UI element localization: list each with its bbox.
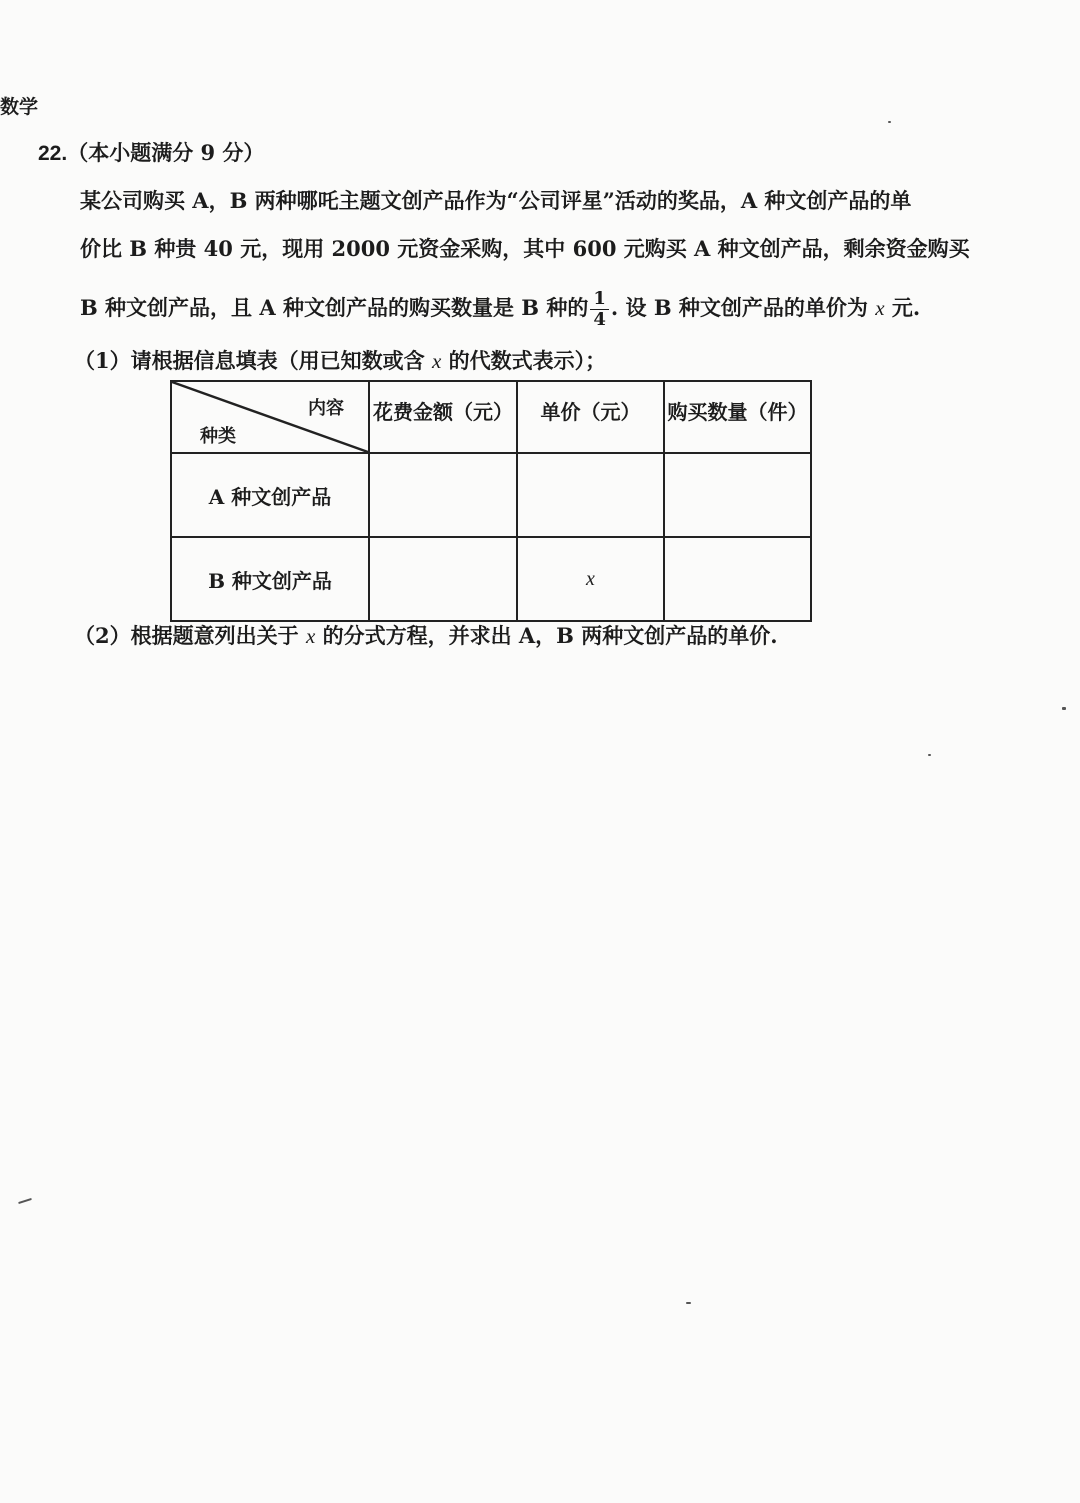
part-2-instruction [74, 620, 778, 650]
header-quantity: 购买数量（件） [664, 381, 811, 453]
cell-b-amount[interactable] [369, 537, 517, 621]
scan-speck [18, 1198, 32, 1204]
part-2-end: 的分式方程，并求出 A，B 两种文创产品的单价. [322, 623, 778, 648]
row-label-b: B 种文创产品 [171, 537, 369, 621]
corner-label-content: 内容 [308, 398, 344, 419]
fraction-numerator: 1 [590, 290, 609, 310]
intro-line-3-middle: . 设 B 种文创产品的单价为 [610, 295, 868, 320]
fraction-denominator: 4 [593, 309, 606, 330]
intro-line-3-end: 元. [891, 295, 921, 320]
table-row [171, 537, 811, 621]
scan-speck [1062, 707, 1066, 710]
scan-speck [686, 1302, 691, 1304]
part-1-start: （1）请根据信息填表（用已知数或含 [74, 348, 425, 373]
variable-x: x [305, 624, 316, 648]
score-note: （本小题满分 9 分） [67, 140, 265, 165]
intro-line-3 [80, 290, 920, 329]
scan-speck [888, 121, 891, 123]
row-label-a: A 种文创产品 [171, 453, 369, 537]
cell-b-quantity[interactable] [664, 537, 811, 621]
intro-line-3-start: B 种文创产品，且 A 种文创产品的购买数量是 B 种的 [80, 295, 589, 320]
cell-a-quantity[interactable] [664, 453, 811, 537]
header-unit-price: 单价（元） [517, 381, 664, 453]
cell-b-unit-price[interactable]: x [517, 537, 664, 621]
fill-in-table [170, 380, 812, 622]
fraction-one-quarter [590, 290, 609, 329]
scan-speck [928, 754, 931, 756]
variable-x: x [431, 349, 442, 373]
variable-x: x [875, 296, 885, 320]
header-amount: 花费金额（元） [369, 381, 517, 453]
question-header [38, 137, 264, 167]
table-row [171, 453, 811, 537]
question-number: 22. [38, 142, 68, 165]
intro-line-2: 价比 B 种贵 40 元，现用 2000 元资金采购，其中 600 元购买 A 种文创产品，剩余资金购买 [80, 236, 970, 261]
part-2-start: （2）根据题意列出关于 [74, 623, 299, 648]
part-1-end: 的代数式表示）； [448, 348, 607, 373]
table-header-row [171, 381, 811, 453]
part-1-instruction [74, 345, 606, 375]
cell-a-amount[interactable] [369, 453, 517, 537]
table-corner-cell [171, 381, 369, 453]
corner-label-category: 种类 [200, 426, 236, 447]
intro-line-1: 某公司购买 A，B 两种哪吒主题文创产品作为“公司评星”活动的奖品，A 种文创产品的单 [80, 188, 912, 213]
cell-a-unit-price[interactable] [517, 453, 664, 537]
subject-label: 数学 [0, 96, 39, 118]
